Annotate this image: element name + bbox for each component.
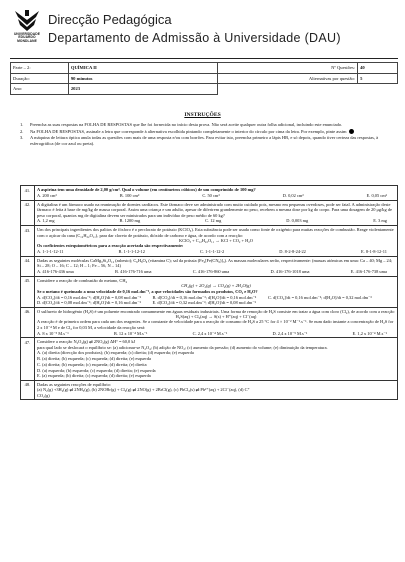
question-48: 48. Dadas as seguintes reacções de equilíbrio: (a) N₂(g) +3H₂(g) ⇌ 2NH₃(g), (b) 2NOBr(g) + Cl₂(g) ⇌ 2NO(g) + 2BrCl(g), (c) PbCl₂(s) ⇌ Pb²⁺(aq) + 2Cl⁻(aq), (d) C⁺ CO₂(g) bbox=[21, 380, 398, 400]
alternatives-value: 5 bbox=[358, 73, 398, 84]
options: A. 1,2 mg B. 1200 mg C. 12 mg D. 0,003 mg E. 3 mg bbox=[37, 218, 387, 224]
exam-info-table bbox=[10, 62, 398, 95]
options: A. 8 x 10⁻⁵ M.s⁻¹ B. 12 x 10⁻⁴ M.s⁻¹ C. 2,4 x 10⁻⁴ M.s⁻¹ D. 2,4 x 10⁻⁵ M.s⁻¹ E. 1,2 x 10⁻⁴ M.s⁻¹ bbox=[37, 330, 387, 336]
empty-cell bbox=[218, 84, 358, 95]
directorate-title: Direcção Pedagógica bbox=[48, 12, 172, 27]
instructions-list bbox=[20, 122, 392, 147]
duration-label: Duração: bbox=[11, 73, 69, 84]
duration-value: 90 minutos bbox=[68, 73, 218, 84]
options: A. d[CO₂]/dt = 0,16 mol.dm⁻³; d[H₂O]/dt = 0,08 mol.dm⁻³ B. d[CO₂]/dt = 0,16 mol.dm⁻³; d[H₂O]/dt = 0,16 mol.dm⁻³ C. d[CO₂]/dt = 0,16 mol.dm⁻³; d[H₂O]/dt = 0,32 mol.dm⁻³ D. d[CO₂]/dt = 0,08 mol.dm⁻³; d[H₂O]/dt = 0,16 mol.dm⁻³ E. d[CO₂]/dt = 0,32 mol.dm⁻³; d[H₂O]/dt = 0,08 mol.dm⁻³ bbox=[37, 294, 372, 305]
year-value: 2023 bbox=[68, 84, 218, 95]
options: A. (a) direita (direcção dos produtos); (b) esquerda; (c) direita; (d) esquerda; (e) esquerda B. (a) direita; (b) esquerda; (c) esquerda; (d) direita; (e) esquerda C. (a) direita; (b) esquerda; (c) esquerda; (d) direita; (e) direita D. (a) esquerda; (b) esquerda; (c) esquerda; (d) direita; (e) esquerda E. (a) esquerda; (b) direita; (c) esquerda; (d) direita; (e) esquerda bbox=[37, 350, 194, 379]
questions-value: 40 bbox=[358, 63, 398, 74]
question-46: 46. O sulfureto de hidrogénio (H₂S) é um poluente encontrado comummente em águas residuais industriais. Uma forma de remoção de H₂S consiste em tratar a água com cloro (Cl₂), de acordo com a reacção H₂S(aq) + Cl₂(aq) → S(s) + H⁺(aq) + Cl⁻(aq) A reacção é de primeira ordem para cada um dos reagentes. Se a constante de velocidade para a reacção de consumo de H₂S a 25 °C for 4 × 10⁻² M⁻¹.s⁻¹. Se num dado instante a concentração de H₂S for 2 x 10⁻⁴ M e de Cl₂ for 0,03 M, a velocidade da reacção será: A. 8 x 10⁻⁵ M.s⁻¹ B. 12 x 10⁻⁴ M.s⁻¹ C. 2,4 x 10⁻⁴ M.s⁻¹ D. 2,4 x 10⁻⁵ M.s⁻¹ E. 1,2 x 10⁻⁴ M.s⁻¹ bbox=[21, 307, 398, 338]
questions-label: Nº Questões: bbox=[218, 63, 358, 74]
university-logo-icon bbox=[12, 8, 42, 52]
year-label: Ano: bbox=[11, 84, 69, 95]
instructions-title: INSTRUÇÕES bbox=[184, 112, 221, 118]
header-rule bbox=[10, 58, 398, 59]
instruction-item: 2. Na FOLHA DE RESPOSTAS, assinale a letra que corresponde à alternativa escolhida pintando completamente o interior do círculo por cima da letra. Por exemplo, pinte assim bbox=[20, 129, 392, 134]
question-41: 41. A aspirina tem uma densidade de 2,00 g/cm³. Qual o volume (em centímetros cúbicos) de um comprimido de 100 mg? A. 200 cm³ B. 100 cm³ C. 50 cm³ D. 0,02 cm³ E. 0,05 cm³ bbox=[21, 186, 398, 201]
department-title: Departamento de Admissão à Universidade (DAU) bbox=[48, 31, 341, 45]
filled-circle-icon bbox=[349, 129, 354, 134]
alternatives-label: Alternativas por questão: bbox=[218, 73, 358, 84]
question-43: 43. Um dos principais ingredientes dos palitos de fósforo é o perclorato de potássio (KClO₃). Esta substância pode ser usada como fonte de oxigénio para muitas reacções de combustão. Reage violentamente com o açúcar da cana (C₁₂H₂₂O₁₁), para dar cloreto de potássio, dióxido de carbono e água, de acordo com a reacção: KClO₃ + C₁₂H₂₂O₁₁ → KCl + CO₂ + H₂O Os coeficientes estequiométricos para a reacção acertada são respectivamente: A. 1-1-1-12-11 B. 1-1-1-12-12 C. 1-1-1-12-2 D. 8-2-8-24-22 E. 8-1-8-12-11 bbox=[21, 226, 398, 257]
options: A. 200 cm³ B. 100 cm³ C. 50 cm³ D. 0,02 cm³ E. 0,05 cm³ bbox=[37, 193, 387, 199]
logo-text: UNIVERSIDADE EDUARDO MONDLANE bbox=[13, 32, 41, 43]
page-header bbox=[10, 6, 400, 58]
options: A. 416-176-436 uma B. 416-176-716 uma C. 416-176-860 uma D. 416-176-1018 uma E. 416-176-738 uma bbox=[37, 269, 387, 275]
question-42: 42. A digitalina é um fármaco usado na reanimação de doentes cardíacos. Este fármaco deve ser administrado com muito cuidado pois, mesmo em pequenas overdoses, pode ser fatal. A administração deste fármaco é feita à base de mg/kg de massa corporal. Assim uma criança e um adulto, apesar de diferirem grandemente no peso, recebem a mesma dose por kg do corpo. Para uma dosagem de 20 μg/kg de peso corporal, quantos mg de digitalina devem ser ministrados para um indivíduo de peso médio de 60 kg? A. 1,2 mg B. 1200 mg C. 12 mg D. 0,003 mg E. 3 mg bbox=[21, 200, 398, 225]
question-44: 44. Dadas as seguintes moléculas CaMg₃Si₂O₁₂ (asbesto); C₆H₈O₆ (vitamina C); sal da prússia (Fe₄[Fe(CN₆)]₃). As massas moleculares serão, respectivamente: (massas atómicas em uma: Ca – 40; Mg – 24; Si – 28; O – 16; C – 12; H – 1; Fe – 56, N – 14) A. 416-176-436 uma B. 416-176-716 uma C. 416-176-860 uma D. 416-176-1018 uma E. 416-176-738 uma bbox=[21, 256, 398, 276]
instruction-item: 3. A máquina de leitura óptica anula todas as questões com mais de uma resposta e/ou com borrões. Para evitar isto, preencha primeiro a lápis HB, e só depois, quando tiver certeza das respostas, à esferográfica (de cor azul ou preta). bbox=[20, 135, 379, 146]
questions-table bbox=[20, 185, 398, 400]
options: A. 1-1-1-12-11 B. 1-1-1-12-12 C. 1-1-1-12-2 D. 8-2-8-24-22 E. 8-1-8-12-11 bbox=[37, 249, 387, 255]
empty-cell bbox=[358, 84, 398, 95]
question-47: 47. Considere a reacção N₂O₄(g) ⇌ 2NO₂(g) ΔH° = 60,0 kJ para qual lado se deslocará o equilíbrio se: (a) adicionar-se N₂O₄; (b) adição de NO₂; (c) aumento da pressão; (d) aumento do volume; (e) diminuição da temperatura. A. (a) direita (direcção dos produtos); (b) esquerda; (c) direita; (d) esquerda; (e) esquerda B. (a) direita; (b) esquerda; (c) esquerda; (d) direita; (e) esquerda C. (a) direita; (b) esquerda; (c) esquerda; (d) direita; (e) direita D. (a) esquerda; (b) esquerda; (c) esquerda; (d) direita; (e) esquerda E. (a) esquerda; (b) direita; (c) esquerda; (d) direita; (e) esquerda bbox=[21, 338, 398, 380]
part-value: QUÍMICA II bbox=[68, 63, 218, 74]
question-45: 45. Considere a reacção de combustão do metano, CH₄ CH₄(g) + 2O₂(g) → CO₂(g) + 2H₂O(g) Se o metano é queimado a uma velocidade de 0,16 mol.dm⁻³, a que velocidades são formados os produtos, CO₂ e H₂O? A. d[CO₂]/dt = 0,16 mol.dm⁻³; d[H₂O]/dt = 0,08 mol.dm⁻³ B. d[CO₂]/dt = 0,16 mol.dm⁻³; d[H₂O]/dt = 0,16 mol.dm⁻³ C. d[CO₂]/dt = 0,16 mol.dm⁻³; d[H₂O]/dt = 0,32 mol.dm⁻³ D. d[CO₂]/dt = 0,08 mol.dm⁻³; d[H₂O]/dt = 0,16 mol.dm⁻³ E. d[CO₂]/dt = 0,32 mol.dm⁻³; d[H₂O]/dt = 0,08 mol.dm⁻³ bbox=[21, 276, 398, 307]
instruction-item: 1. Preencha as suas respostas na FOLHA DE RESPOSTAS que lhe foi fornecida no início desta prova. Não será aceite qualquer outra folha adicional, incluindo este enunciado. bbox=[20, 122, 343, 127]
part-label: Parte – 2: bbox=[11, 63, 69, 74]
